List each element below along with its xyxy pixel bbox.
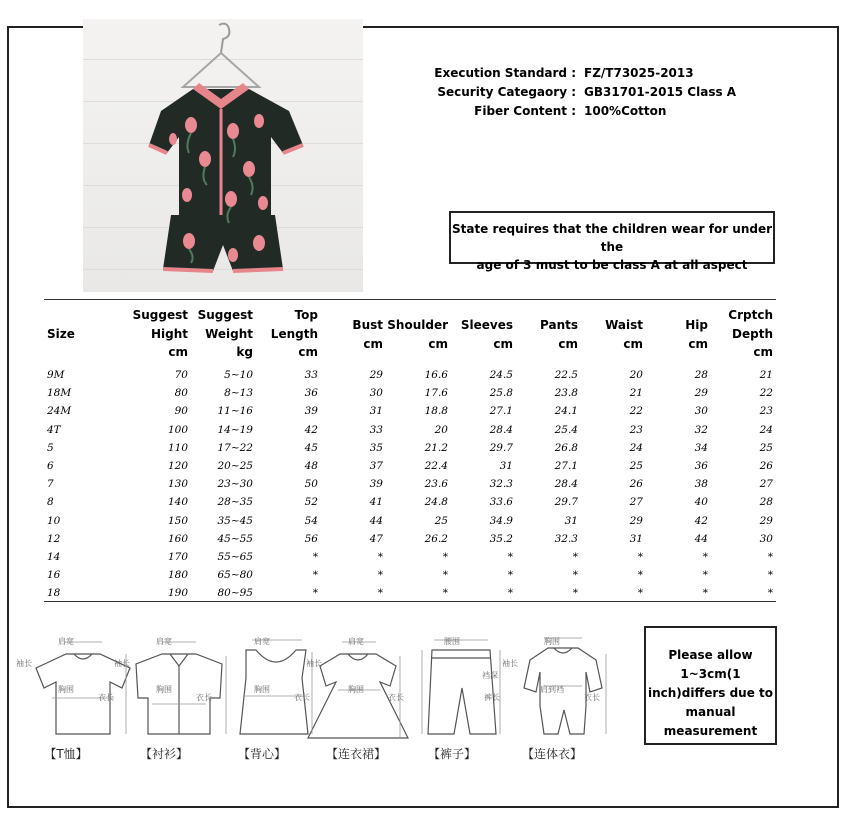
table-row: [0, 496, 849, 514]
column-header-line: kg: [236, 345, 253, 359]
value-cell: 24.1: [554, 405, 578, 418]
spec-values: [584, 64, 736, 121]
value-cell: 26.2: [424, 532, 448, 545]
column-header-line: Waist: [605, 318, 643, 332]
size-cell: 8: [47, 496, 54, 509]
value-cell: 28: [759, 496, 773, 509]
diagram-measure-label: 袖长: [16, 659, 32, 668]
table-row: [0, 387, 849, 405]
diagram-measure-label: 肩宽: [254, 637, 270, 646]
value-cell: 25: [629, 460, 643, 472]
value-cell: *: [507, 569, 513, 582]
column-header-line: cm: [298, 345, 318, 359]
class-a-notice: [449, 211, 775, 272]
value-cell: 80: [174, 387, 188, 400]
value-cell: *: [767, 569, 773, 582]
value-cell: 120: [167, 460, 188, 472]
value-cell: 36: [304, 387, 318, 400]
size-cell: 18: [47, 587, 61, 600]
diagram-measure-label: 裆深: [482, 671, 498, 680]
diagram-measure-label: 腰围: [444, 637, 460, 646]
value-cell: 100: [167, 423, 188, 436]
value-cell: 38: [694, 478, 708, 491]
allow-line-2: 1~3cm(1: [680, 667, 741, 681]
allow-line-1: Please allow: [668, 648, 753, 662]
fiber-content-label: Fiber Content :: [474, 104, 576, 118]
column-header-line: Bust: [352, 318, 383, 332]
column-header-line: cm: [623, 336, 643, 351]
value-cell: 29: [694, 387, 708, 400]
column-header-line: cm: [558, 336, 578, 351]
diagram-measure-label: 袖长: [306, 659, 322, 668]
value-cell: 130: [167, 478, 188, 491]
value-cell: 31: [369, 405, 383, 418]
value-cell: 35~45: [217, 514, 253, 527]
column-header-line: cm: [753, 345, 773, 359]
value-cell: 27.1: [489, 405, 513, 418]
value-cell: 21.2: [424, 441, 448, 454]
value-cell: 180: [167, 569, 188, 582]
column-header-line: cm: [493, 336, 513, 351]
value-cell: 35: [369, 441, 383, 454]
value-cell: 16.6: [424, 369, 448, 381]
diagram-caption: 【背心】: [237, 747, 287, 761]
value-cell: 26: [629, 478, 643, 491]
value-cell: 29: [369, 369, 383, 381]
value-cell: 21: [629, 387, 643, 400]
value-cell: 39: [369, 478, 383, 491]
allow-line-5: measurement: [663, 724, 758, 738]
value-cell: 160: [167, 532, 188, 545]
column-header-line: Weight: [205, 326, 253, 341]
value-cell: 25.4: [554, 423, 578, 436]
value-cell: 5~10: [224, 369, 253, 381]
value-cell: 26.8: [554, 441, 578, 454]
spec-labels: [434, 64, 576, 121]
value-cell: 45: [304, 441, 318, 454]
value-cell: 18.8: [424, 405, 448, 418]
execution-standard-label: Execution Standard :: [434, 66, 576, 80]
table-row: [0, 442, 849, 460]
value-cell: 41: [369, 496, 383, 509]
value-cell: *: [637, 569, 643, 582]
value-cell: 22: [759, 387, 773, 400]
diagram-measure-label: 衣长: [294, 693, 310, 702]
value-cell: 31: [629, 532, 643, 545]
value-cell: 25: [434, 514, 448, 527]
value-cell: 24.8: [424, 496, 448, 509]
value-cell: 140: [167, 496, 188, 509]
diagram-measure-label: 肩到裆: [540, 685, 564, 694]
value-cell: 31: [564, 514, 578, 527]
value-cell: 29: [629, 514, 643, 527]
diagram-caption: 【衬衫】: [139, 747, 189, 761]
size-cell: 12: [47, 532, 61, 545]
allow-line-4: manual: [685, 705, 736, 719]
value-cell: *: [702, 587, 708, 600]
value-cell: *: [702, 569, 708, 582]
security-category-label: Security Categaory :: [437, 85, 576, 99]
allow-line-3: inch)differs due to: [647, 686, 774, 700]
value-cell: 21: [759, 369, 773, 381]
value-cell: 39: [304, 405, 318, 418]
value-cell: 24.5: [489, 369, 513, 381]
diagram-measure-label: 肩宽: [58, 637, 74, 646]
value-cell: *: [507, 551, 513, 563]
size-cell: 18M: [47, 387, 72, 400]
column-header-line: Suggest: [132, 308, 188, 322]
value-cell: 150: [167, 514, 188, 527]
value-cell: 8~13: [224, 387, 253, 400]
column-header-line: cm: [688, 336, 708, 351]
value-cell: 17.6: [424, 387, 448, 400]
diagram-measure-label: 衣长: [584, 693, 600, 702]
value-cell: 54: [304, 514, 318, 527]
value-cell: 28.4: [554, 478, 578, 491]
value-cell: 26: [759, 460, 773, 472]
value-cell: 24: [629, 441, 643, 454]
diagram-measure-label: 衣长: [98, 693, 114, 702]
value-cell: 170: [167, 551, 188, 563]
table-row: [0, 369, 849, 387]
diagram-measure-label: 胸围: [254, 685, 270, 694]
size-cell: 9M: [47, 369, 65, 381]
value-cell: 44: [369, 514, 383, 527]
column-header-line: cm: [428, 336, 448, 351]
column-header-line: Pants: [540, 318, 578, 332]
value-cell: 23.6: [424, 478, 448, 491]
value-cell: 34.9: [489, 514, 513, 527]
notice-line-2: age of 3 must to be class A at all aspect: [476, 258, 748, 272]
value-cell: 32.3: [554, 532, 578, 545]
value-cell: 31: [499, 460, 513, 472]
value-cell: *: [507, 587, 513, 600]
value-cell: 50: [304, 478, 318, 491]
value-cell: 22.4: [424, 460, 448, 472]
notice-line-1: State requires that the children wear for under the: [451, 222, 773, 254]
value-cell: 45~55: [217, 532, 253, 545]
value-cell: 70: [174, 369, 188, 381]
diagram-measure-label: 袖长: [114, 659, 130, 668]
value-cell: 22.5: [554, 369, 578, 381]
value-cell: 28: [694, 369, 708, 381]
size-cell: 4T: [47, 423, 61, 436]
table-row: [0, 424, 849, 442]
value-cell: 90: [174, 405, 188, 418]
value-cell: 29.7: [489, 441, 513, 454]
diagram-measure-label: 胸围: [58, 685, 74, 694]
value-cell: *: [572, 551, 578, 563]
value-cell: 40: [694, 496, 708, 509]
value-cell: 17~22: [217, 441, 253, 454]
value-cell: 14~19: [217, 423, 253, 436]
value-cell: *: [377, 551, 383, 563]
column-header-line: cm: [168, 345, 188, 359]
value-cell: 36: [694, 460, 708, 472]
column-header-line: Sleeves: [460, 318, 513, 332]
value-cell: *: [637, 587, 643, 600]
size-cell: 7: [47, 478, 54, 491]
table-row: [0, 587, 849, 605]
value-cell: 25: [759, 441, 773, 454]
value-cell: 25.8: [489, 387, 513, 400]
diagram-caption: 【连衣裙】: [325, 747, 387, 761]
value-cell: 27: [629, 496, 643, 509]
value-cell: 56: [304, 532, 318, 545]
value-cell: 33: [304, 369, 318, 381]
value-cell: *: [637, 551, 643, 563]
table-row: [0, 551, 849, 569]
column-header-line: Suggest: [197, 308, 253, 322]
table-row: [0, 460, 849, 478]
column-header: [683, 306, 773, 362]
table-row: [0, 405, 849, 423]
value-cell: 30: [694, 405, 708, 418]
column-header-line: Size: [47, 327, 75, 341]
value-cell: 23: [759, 405, 773, 418]
table-row: [0, 569, 849, 587]
security-category-value: GB31701-2015 Class A: [584, 85, 737, 99]
value-cell: 33.6: [489, 496, 513, 509]
size-cell: 10: [47, 514, 61, 527]
value-cell: 32.3: [489, 478, 513, 491]
value-cell: 30: [759, 532, 773, 545]
size-cell: 5: [47, 441, 54, 454]
product-photo: [83, 19, 363, 292]
value-cell: 35.2: [489, 532, 513, 545]
diagram-measure-label: 胸围: [348, 685, 364, 694]
column-header-line: Depth: [732, 326, 773, 341]
diagram-measure-label: 裤长: [484, 693, 500, 702]
value-cell: 20: [434, 423, 448, 436]
table-row: [0, 478, 849, 496]
value-cell: 29: [759, 514, 773, 527]
value-cell: 24: [759, 423, 773, 436]
value-cell: 110: [167, 441, 188, 454]
value-cell: *: [767, 587, 773, 600]
value-cell: 190: [167, 587, 188, 600]
diagram-measure-label: 胸围: [544, 637, 560, 646]
size-cell: 6: [47, 460, 54, 472]
value-cell: 33: [369, 423, 383, 436]
diagram-caption: 【T恤】: [44, 747, 88, 761]
value-cell: 20: [629, 369, 643, 381]
diagram-caption: 【连体衣】: [521, 747, 583, 761]
table-row: [0, 515, 849, 533]
value-cell: *: [312, 569, 318, 582]
value-cell: 55~65: [217, 551, 253, 563]
column-header-line: Hip: [685, 318, 708, 332]
value-cell: 28~35: [217, 496, 253, 509]
column-header-line: Length: [270, 326, 318, 341]
value-cell: 27: [759, 478, 773, 491]
diagram-measure-label: 衣长: [388, 693, 404, 702]
value-cell: 23: [629, 423, 643, 436]
size-cell: 16: [47, 569, 61, 582]
value-cell: 20~25: [217, 460, 253, 472]
column-header-line: Top: [294, 308, 318, 322]
value-cell: 42: [694, 514, 708, 527]
value-cell: 47: [369, 532, 383, 545]
value-cell: 32: [694, 423, 708, 436]
diagram-measure-label: 衣长: [196, 693, 212, 702]
value-cell: *: [442, 587, 448, 600]
value-cell: 80~95: [217, 587, 253, 600]
column-header-line: Hight: [150, 326, 188, 341]
value-cell: *: [442, 551, 448, 563]
value-cell: *: [442, 569, 448, 582]
value-cell: 27.1: [554, 460, 578, 472]
diagram-measure-label: 肩宽: [348, 637, 364, 646]
measurement-tolerance-note: [644, 626, 777, 745]
value-cell: 37: [369, 460, 383, 472]
value-cell: 28.4: [489, 423, 513, 436]
fiber-content-value: 100%Cotton: [584, 104, 667, 118]
diagram-measure-label: 胸围: [156, 685, 172, 694]
value-cell: *: [767, 551, 773, 563]
outfit-illustration: [83, 19, 363, 292]
column-header-line: cm: [363, 336, 383, 351]
value-cell: 65~80: [217, 569, 253, 582]
value-cell: 22: [629, 405, 643, 418]
value-cell: 48: [304, 460, 318, 472]
diagram-measure-label: 肩宽: [156, 637, 172, 646]
value-cell: 23.8: [554, 387, 578, 400]
value-cell: 44: [694, 532, 708, 545]
column-header-line: Crptch: [728, 308, 773, 322]
value-cell: *: [702, 551, 708, 563]
value-cell: *: [572, 569, 578, 582]
value-cell: *: [312, 551, 318, 563]
column-header-line: Shoulder: [387, 318, 448, 332]
value-cell: 52: [304, 496, 318, 509]
value-cell: 11~16: [217, 405, 253, 418]
value-cell: 42: [304, 423, 318, 436]
table-top-rule: [44, 299, 776, 300]
value-cell: 34: [694, 441, 708, 454]
value-cell: 29.7: [554, 496, 578, 509]
size-cell: 24M: [47, 405, 72, 418]
execution-standard-value: FZ/T73025-2013: [584, 66, 694, 80]
value-cell: 30: [369, 387, 383, 400]
diagram-caption: 【裤子】: [427, 747, 477, 761]
table-row: [0, 533, 849, 551]
size-cell: 14: [47, 551, 61, 563]
value-cell: *: [377, 587, 383, 600]
column-header: [47, 325, 75, 344]
diagram-measure-label: 袖长: [502, 659, 518, 668]
value-cell: *: [312, 587, 318, 600]
value-cell: *: [572, 587, 578, 600]
value-cell: 23~30: [217, 478, 253, 491]
value-cell: *: [377, 569, 383, 582]
